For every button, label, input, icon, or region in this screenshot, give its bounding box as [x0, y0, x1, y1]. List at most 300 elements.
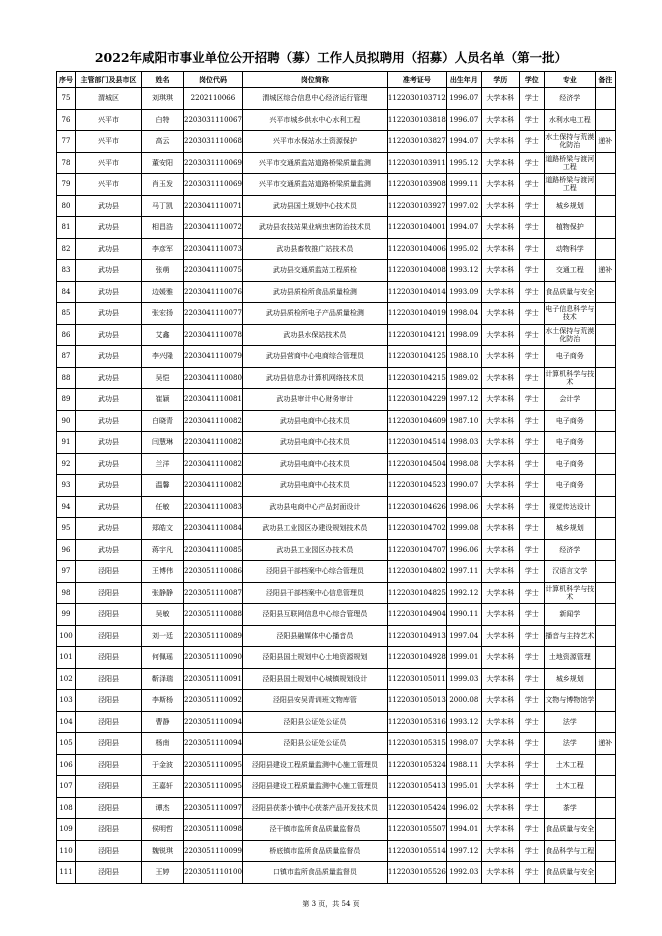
table-row: [57, 152, 616, 174]
cell-name: 张静静: [142, 582, 184, 604]
cell-name: 闫慧琳: [142, 432, 184, 454]
cell-post-name: 泾阳县茯茶小镇中心茯茶产品开发技术员: [242, 797, 387, 819]
cell-exam-number: 1122030104707: [387, 539, 446, 561]
cell-seq: 110: [57, 840, 76, 862]
cell-post-code: 2203051110097: [184, 797, 243, 819]
cell-major: 茶学: [544, 797, 595, 819]
cell-major: 计算机科学与技术: [544, 367, 595, 389]
cell-name: 兰洋: [142, 453, 184, 475]
header-major: 专业: [544, 72, 595, 88]
cell-education: 大学本科: [481, 668, 519, 690]
cell-exam-number: 1122030105315: [387, 733, 446, 755]
cell-exam-number: 1122030104001: [387, 217, 446, 239]
cell-exam-number: 1122030104008: [387, 260, 446, 282]
cell-degree: 学士: [519, 195, 544, 217]
cell-seq: 103: [57, 690, 76, 712]
cell-post-code: 2203051110099: [184, 840, 243, 862]
cell-exam-number: 1122030103927: [387, 195, 446, 217]
cell-post-name: 兴平市城乡供水中心水利工程: [242, 109, 387, 131]
cell-post-name: 泾阳县建设工程质量监测中心施工管理员: [242, 776, 387, 798]
cell-name: 温馨: [142, 475, 184, 497]
cell-seq: 85: [57, 303, 76, 325]
cell-seq: 107: [57, 776, 76, 798]
cell-education: 大学本科: [481, 561, 519, 583]
cell-seq: 83: [57, 260, 76, 282]
cell-department: 泾阳县: [76, 625, 142, 647]
cell-major: 经济学: [544, 539, 595, 561]
cell-birth: 1997.04: [446, 625, 481, 647]
cell-degree: 学士: [519, 174, 544, 196]
table-row: [57, 174, 616, 196]
cell-degree: 学士: [519, 432, 544, 454]
cell-education: 大学本科: [481, 432, 519, 454]
cell-post-code: 2203051110094: [184, 733, 243, 755]
cell-degree: 学士: [519, 539, 544, 561]
cell-degree: 学士: [519, 88, 544, 110]
cell-birth: 1997.02: [446, 195, 481, 217]
cell-exam-number: 1122030105013: [387, 690, 446, 712]
cell-post-name: 泾阳县公证处公证员: [242, 711, 387, 733]
cell-seq: 95: [57, 518, 76, 540]
cell-post-name: 兴平市交通质监站道路桥梁质量监测: [242, 174, 387, 196]
cell-exam-number: 1122030104215: [387, 367, 446, 389]
cell-name: 吴恺: [142, 367, 184, 389]
cell-post-name: 泾阳县国土规划中心城镇规划设计: [242, 668, 387, 690]
cell-degree: 学士: [519, 389, 544, 411]
cell-birth: 1996.07: [446, 109, 481, 131]
cell-degree: 学士: [519, 690, 544, 712]
cell-post-code: 2203041110075: [184, 260, 243, 282]
cell-post-name: 武功县水保站技术员: [242, 324, 387, 346]
cell-major: 植物保护: [544, 217, 595, 239]
cell-department: 武功县: [76, 539, 142, 561]
cell-post-name: 泾阳县融媒体中心播音员: [242, 625, 387, 647]
cell-remark: [595, 281, 615, 303]
table-row: [57, 561, 616, 583]
cell-remark: [595, 518, 615, 540]
cell-degree: 学士: [519, 840, 544, 862]
cell-post-name: 武功县农技站果业病虫害防治技术员: [242, 217, 387, 239]
table-row: [57, 303, 616, 325]
table-row: [57, 217, 616, 239]
cell-birth: 1988.11: [446, 754, 481, 776]
cell-degree: 学士: [519, 324, 544, 346]
header-remark: 备注: [595, 72, 615, 88]
cell-remark: [595, 109, 615, 131]
cell-education: 大学本科: [481, 260, 519, 282]
header-department: 主管部门及县市区: [76, 72, 142, 88]
table-row: [57, 840, 616, 862]
cell-post-code: 2203051110087: [184, 582, 243, 604]
cell-post-code: 2203031110067: [184, 109, 243, 131]
cell-exam-number: 1122030103908: [387, 174, 446, 196]
cell-major: 播音与主持艺术: [544, 625, 595, 647]
cell-major: 法学: [544, 733, 595, 755]
cell-remark: [595, 862, 615, 884]
cell-degree: 学士: [519, 711, 544, 733]
cell-post-code: 2203051110100: [184, 862, 243, 884]
cell-department: 武功县: [76, 453, 142, 475]
personnel-table: [56, 71, 616, 884]
cell-name: 王嘉轩: [142, 776, 184, 798]
cell-post-code: 2203041110077: [184, 303, 243, 325]
cell-degree: 学士: [519, 217, 544, 239]
cell-post-name: 口镇市监所食品质量监督员: [242, 862, 387, 884]
table-row: [57, 475, 616, 497]
cell-birth: 1990.07: [446, 475, 481, 497]
cell-remark: [595, 475, 615, 497]
cell-birth: 1997.11: [446, 561, 481, 583]
cell-post-code: 2203051110090: [184, 647, 243, 669]
cell-major: 城乡规划: [544, 518, 595, 540]
table-row: [57, 238, 616, 260]
cell-post-code: 2203051110095: [184, 776, 243, 798]
cell-degree: 学士: [519, 561, 544, 583]
page-title: 2022年咸阳市事业单位公开招聘（募）工作人员拟聘用（招募）人员名单（第一批）: [94, 50, 568, 65]
cell-birth: 1998.07: [446, 733, 481, 755]
cell-seq: 92: [57, 453, 76, 475]
cell-department: 泾阳县: [76, 582, 142, 604]
table-row: [57, 754, 616, 776]
table-row: [57, 432, 616, 454]
cell-remark: 递补: [595, 131, 615, 153]
cell-remark: [595, 690, 615, 712]
cell-exam-number: 1122030103712: [387, 88, 446, 110]
cell-education: 大学本科: [481, 475, 519, 497]
cell-name: 侯明哲: [142, 819, 184, 841]
cell-post-code: 2202110066: [184, 88, 243, 110]
table-row: [57, 346, 616, 368]
cell-birth: 1999.03: [446, 668, 481, 690]
cell-department: 兴平市: [76, 174, 142, 196]
cell-post-name: 渭城区综合信息中心经济运行管理: [242, 88, 387, 110]
cell-education: 大学本科: [481, 862, 519, 884]
header-degree: 学位: [519, 72, 544, 88]
cell-name: 谭杰: [142, 797, 184, 819]
cell-remark: [595, 410, 615, 432]
cell-birth: 1990.11: [446, 604, 481, 626]
cell-education: 大学本科: [481, 496, 519, 518]
cell-department: 兴平市: [76, 109, 142, 131]
cell-exam-number: 1122030103827: [387, 131, 446, 153]
cell-degree: 学士: [519, 475, 544, 497]
cell-post-name: 泾阳县干部档案中心信息管理员: [242, 582, 387, 604]
cell-seq: 79: [57, 174, 76, 196]
cell-post-name: 武功县国土规划中心技术员: [242, 195, 387, 217]
cell-remark: 递补: [595, 733, 615, 755]
cell-seq: 98: [57, 582, 76, 604]
cell-remark: [595, 432, 615, 454]
cell-remark: [595, 88, 615, 110]
cell-post-name: 泾阳县互联网信息中心综合管理员: [242, 604, 387, 626]
table-row: [57, 367, 616, 389]
cell-degree: 学士: [519, 281, 544, 303]
cell-major: 电子商务: [544, 432, 595, 454]
cell-degree: 学士: [519, 862, 544, 884]
cell-major: 水土保持与荒漠化防治: [544, 131, 595, 153]
cell-birth: 1996.06: [446, 539, 481, 561]
cell-name: 张宏扬: [142, 303, 184, 325]
cell-remark: [595, 496, 615, 518]
cell-seq: 86: [57, 324, 76, 346]
cell-education: 大学本科: [481, 604, 519, 626]
table-row: [57, 604, 616, 626]
cell-seq: 97: [57, 561, 76, 583]
cell-post-name: 武功县营商中心电商综合管理员: [242, 346, 387, 368]
cell-post-name: 武功县电商中心技术员: [242, 432, 387, 454]
cell-name: 李兴隆: [142, 346, 184, 368]
cell-education: 大学本科: [481, 238, 519, 260]
cell-education: 大学本科: [481, 195, 519, 217]
cell-post-code: 2203031110068: [184, 131, 243, 153]
cell-post-code: 2203051110089: [184, 625, 243, 647]
cell-post-code: 2203031110069: [184, 152, 243, 174]
cell-seq: 106: [57, 754, 76, 776]
cell-birth: 1998.09: [446, 324, 481, 346]
cell-seq: 76: [57, 109, 76, 131]
cell-department: 泾阳县: [76, 797, 142, 819]
cell-degree: 学士: [519, 131, 544, 153]
cell-post-name: 泾阳县干部档案中心综合管理员: [242, 561, 387, 583]
table-row: [57, 647, 616, 669]
cell-name: 肖玉发: [142, 174, 184, 196]
cell-post-name: 武功县质检所电子产品质量检测: [242, 303, 387, 325]
cell-remark: [595, 561, 615, 583]
cell-post-code: 2203041110082: [184, 410, 243, 432]
cell-post-name: 武功县审计中心财务审计: [242, 389, 387, 411]
cell-department: 武功县: [76, 238, 142, 260]
cell-post-name: 武功县电商中心技术员: [242, 453, 387, 475]
cell-seq: 94: [57, 496, 76, 518]
cell-birth: 1996.07: [446, 88, 481, 110]
cell-seq: 99: [57, 604, 76, 626]
cell-major: 动物科学: [544, 238, 595, 260]
cell-remark: [595, 582, 615, 604]
cell-department: 武功县: [76, 303, 142, 325]
cell-major: 道路桥梁与渡河工程: [544, 152, 595, 174]
cell-post-code: 2203051110091: [184, 668, 243, 690]
cell-exam-number: 1122030103911: [387, 152, 446, 174]
cell-exam-number: 1122030103818: [387, 109, 446, 131]
cell-seq: 75: [57, 88, 76, 110]
cell-department: 武功县: [76, 324, 142, 346]
cell-birth: 1992.03: [446, 862, 481, 884]
cell-name: 张萌: [142, 260, 184, 282]
table-row: [57, 389, 616, 411]
cell-remark: [595, 238, 615, 260]
cell-exam-number: 1122030104504: [387, 453, 446, 475]
cell-education: 大学本科: [481, 754, 519, 776]
cell-post-code: 2203041110071: [184, 195, 243, 217]
cell-education: 大学本科: [481, 690, 519, 712]
cell-post-name: 兴平市交通质监站道路桥梁质量监测: [242, 152, 387, 174]
table-row: [57, 797, 616, 819]
cell-major: 经济学: [544, 88, 595, 110]
cell-department: 武功县: [76, 496, 142, 518]
cell-major: 水土保持与荒漠化防治: [544, 324, 595, 346]
cell-remark: [595, 389, 615, 411]
cell-name: 魏锐琪: [142, 840, 184, 862]
header-post-code: 岗位代码: [184, 72, 243, 88]
table-row: [57, 776, 616, 798]
cell-birth: 1997.12: [446, 840, 481, 862]
cell-seq: 109: [57, 819, 76, 841]
cell-department: 泾阳县: [76, 776, 142, 798]
cell-remark: [595, 711, 615, 733]
cell-seq: 80: [57, 195, 76, 217]
cell-seq: 101: [57, 647, 76, 669]
cell-exam-number: 1122030104928: [387, 647, 446, 669]
cell-remark: [595, 453, 615, 475]
cell-education: 大学本科: [481, 539, 519, 561]
cell-post-name: 武功县交通质监站工程质检: [242, 260, 387, 282]
cell-exam-number: 1122030105514: [387, 840, 446, 862]
cell-degree: 学士: [519, 604, 544, 626]
cell-post-code: 2203041110080: [184, 367, 243, 389]
header-birth: 出生年月: [446, 72, 481, 88]
cell-degree: 学士: [519, 260, 544, 282]
cell-degree: 学士: [519, 733, 544, 755]
cell-exam-number: 1122030105413: [387, 776, 446, 798]
cell-post-code: 2203041110079: [184, 346, 243, 368]
cell-remark: 递补: [595, 260, 615, 282]
cell-name: 任敏: [142, 496, 184, 518]
cell-department: 武功县: [76, 260, 142, 282]
cell-birth: 1994.07: [446, 131, 481, 153]
cell-post-name: 武功县电商中心技术员: [242, 475, 387, 497]
cell-post-code: 2203051110094: [184, 711, 243, 733]
cell-post-code: 2203041110083: [184, 496, 243, 518]
cell-education: 大学本科: [481, 281, 519, 303]
cell-name: 蒋宇凡: [142, 539, 184, 561]
cell-exam-number: 1122030104609: [387, 410, 446, 432]
cell-post-code: 2203051110095: [184, 754, 243, 776]
cell-exam-number: 1122030105011: [387, 668, 446, 690]
cell-birth: 1993.12: [446, 711, 481, 733]
cell-department: 武功县: [76, 518, 142, 540]
cell-seq: 82: [57, 238, 76, 260]
cell-major: 电子商务: [544, 410, 595, 432]
cell-exam-number: 1122030105507: [387, 819, 446, 841]
cell-seq: 108: [57, 797, 76, 819]
cell-name: 董安阳: [142, 152, 184, 174]
cell-name: 白晓青: [142, 410, 184, 432]
cell-post-name: 泾阳县安吴青训班文物库管: [242, 690, 387, 712]
cell-name: 李彦军: [142, 238, 184, 260]
cell-name: 郑皓文: [142, 518, 184, 540]
cell-major: 电子商务: [544, 346, 595, 368]
cell-degree: 学士: [519, 776, 544, 798]
cell-education: 大学本科: [481, 518, 519, 540]
cell-major: 视觉传达设计: [544, 496, 595, 518]
cell-department: 泾阳县: [76, 561, 142, 583]
cell-exam-number: 1122030104523: [387, 475, 446, 497]
cell-education: 大学本科: [481, 453, 519, 475]
cell-remark: [595, 604, 615, 626]
cell-education: 大学本科: [481, 88, 519, 110]
cell-remark: [595, 346, 615, 368]
cell-birth: 1989.02: [446, 367, 481, 389]
cell-post-code: 2203041110076: [184, 281, 243, 303]
cell-department: 兴平市: [76, 131, 142, 153]
cell-department: 武功县: [76, 281, 142, 303]
cell-remark: [595, 217, 615, 239]
cell-remark: [595, 625, 615, 647]
table-row: [57, 819, 616, 841]
cell-degree: 学士: [519, 346, 544, 368]
cell-name: 相昌浩: [142, 217, 184, 239]
cell-exam-number: 1122030105424: [387, 797, 446, 819]
table-row: [57, 453, 616, 475]
cell-major: 食品质量与安全: [544, 862, 595, 884]
cell-post-name: 泾阳县国土规划中心土地资源规划: [242, 647, 387, 669]
cell-birth: 1998.06: [446, 496, 481, 518]
cell-major: 电子商务: [544, 475, 595, 497]
cell-department: 武功县: [76, 217, 142, 239]
cell-post-name: 泾阳县公证处公证员: [242, 733, 387, 755]
cell-degree: 学士: [519, 668, 544, 690]
cell-degree: 学士: [519, 496, 544, 518]
cell-education: 大学本科: [481, 303, 519, 325]
cell-education: 大学本科: [481, 819, 519, 841]
table-row: [57, 625, 616, 647]
cell-post-name: 桥底镇市监所食品质量监督员: [242, 840, 387, 862]
cell-seq: 87: [57, 346, 76, 368]
cell-birth: 1988.10: [446, 346, 481, 368]
cell-remark: [595, 152, 615, 174]
cell-major: 交通工程: [544, 260, 595, 282]
cell-remark: [595, 754, 615, 776]
cell-birth: 1992.12: [446, 582, 481, 604]
cell-department: 渭城区: [76, 88, 142, 110]
cell-degree: 学士: [519, 582, 544, 604]
cell-post-code: 2203041110078: [184, 324, 243, 346]
table-row: [57, 539, 616, 561]
cell-department: 泾阳县: [76, 754, 142, 776]
cell-degree: 学士: [519, 410, 544, 432]
cell-name: 高云: [142, 131, 184, 153]
cell-major: 食品质量与安全: [544, 819, 595, 841]
cell-exam-number: 1122030104019: [387, 303, 446, 325]
cell-department: 武功县: [76, 346, 142, 368]
cell-remark: [595, 324, 615, 346]
cell-name: 于金波: [142, 754, 184, 776]
cell-seq: 78: [57, 152, 76, 174]
cell-exam-number: 1122030104702: [387, 518, 446, 540]
cell-major: 电子信息科学与技术: [544, 303, 595, 325]
table-row: [57, 668, 616, 690]
cell-exam-number: 1122030104626: [387, 496, 446, 518]
cell-department: 泾阳县: [76, 819, 142, 841]
cell-post-name: 武功县电商中心技术员: [242, 410, 387, 432]
table-row: [57, 518, 616, 540]
cell-exam-number: 1122030104802: [387, 561, 446, 583]
cell-seq: 89: [57, 389, 76, 411]
cell-exam-number: 1122030104121: [387, 324, 446, 346]
cell-remark: [595, 647, 615, 669]
cell-exam-number: 1122030104006: [387, 238, 446, 260]
cell-major: 土地资源管理: [544, 647, 595, 669]
cell-remark: [595, 303, 615, 325]
cell-education: 大学本科: [481, 625, 519, 647]
cell-major: 土木工程: [544, 776, 595, 798]
cell-major: 汉语言文学: [544, 561, 595, 583]
cell-department: 泾阳县: [76, 604, 142, 626]
cell-birth: 1993.12: [446, 260, 481, 282]
cell-name: 崔颖: [142, 389, 184, 411]
cell-birth: 1998.03: [446, 432, 481, 454]
table-row: [57, 195, 616, 217]
